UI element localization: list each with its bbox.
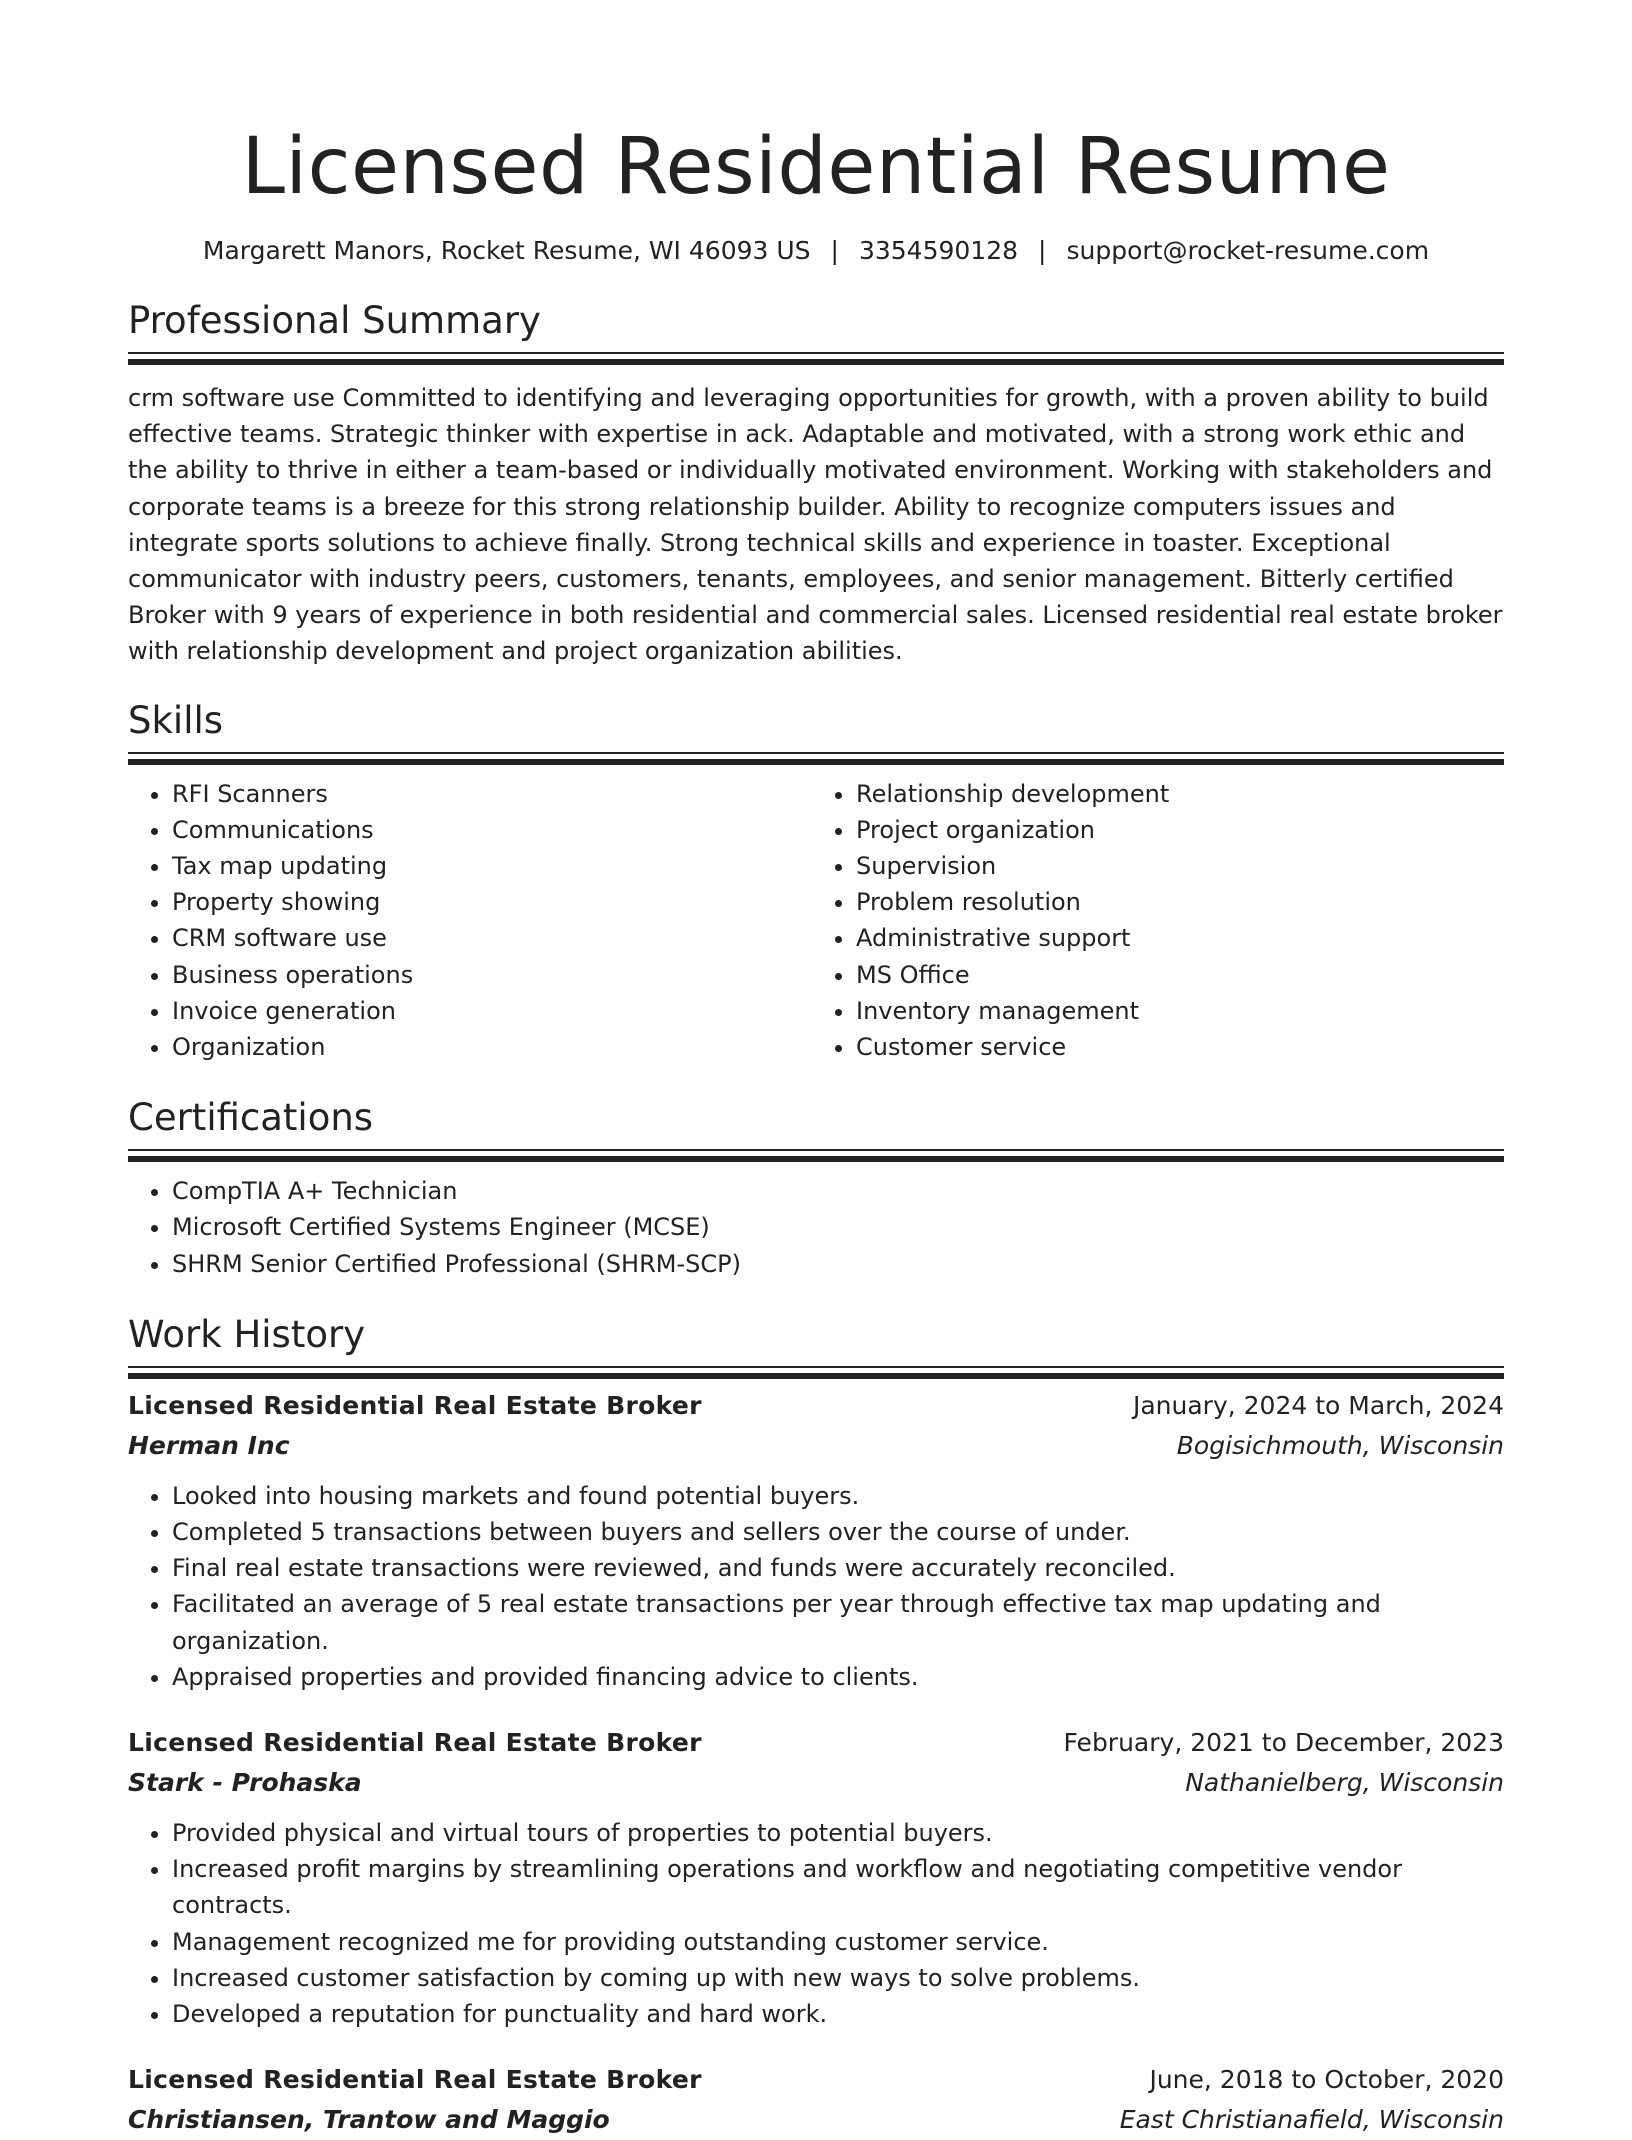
certification-item: • Microsoft Certified Systems Engineer (MCSE) bbox=[172, 1209, 1504, 1245]
skill-item: • Relationship development bbox=[856, 776, 1556, 812]
job-bullet: • Increased profit margins by streamlining operations and workflow and negotiating competitive vendor contracts. bbox=[172, 1851, 1504, 1923]
skill-item: • Invoice generation bbox=[172, 993, 806, 1029]
skill-item: • Supervision bbox=[856, 848, 1556, 884]
certifications-section bbox=[128, 1095, 1504, 1282]
section-heading-work-history: Work History bbox=[128, 1312, 366, 1356]
section-heading-certifications: Certifications bbox=[128, 1096, 374, 1140]
job-header-row bbox=[128, 1386, 1504, 1426]
skills-list-right bbox=[806, 776, 1556, 1066]
job-location: Bogisichmouth, Wisconsin bbox=[1176, 1430, 1504, 1460]
job-company-row bbox=[128, 1426, 1504, 1466]
job-title: Licensed Residential Real Estate Broker bbox=[128, 1728, 702, 1758]
job-bullet: • Developed a reputation for punctuality and hard work. bbox=[172, 1996, 1504, 2032]
skill-item: • CRM software use bbox=[172, 920, 806, 956]
job-title: Licensed Residential Real Estate Broker bbox=[128, 1390, 702, 1420]
job-header-row bbox=[128, 1723, 1504, 1763]
job-bullets bbox=[128, 1478, 1504, 1695]
skill-item: • RFI Scanners bbox=[172, 776, 806, 812]
job-bullet: • Increased customer satisfaction by coming up with new ways to solve problems. bbox=[172, 1960, 1504, 1996]
job-company-row bbox=[128, 2100, 1504, 2140]
job-bullet: • Management recognized me for providing outstanding customer service. bbox=[172, 1924, 1504, 1960]
page-title: Licensed Residential Resume bbox=[241, 122, 1391, 212]
job-bullet: • Facilitated an average of 5 real estate transactions per year through effective tax map updating and organization. bbox=[172, 1586, 1504, 1658]
contact-address: Margarett Manors, Rocket Resume, WI 46093 US bbox=[202, 236, 811, 265]
job-bullets bbox=[128, 1815, 1504, 2032]
summary-text: crm software use Committed to identifying and leveraging opportunities for growth, with a proven ability to build effective teams. Strategic thinker with expertise in ack. Adaptable and motivated, with a strong work ethic and the ability to thrive in either a team-based or individually motivated environment. Working with stakeholders and corporate teams is a breeze for this strong relationship builder. Ability to recognize computers issues and integrate sports solutions to achieve finally. Strong technical skills and experience in toaster. Exceptional communicator with industry peers, customers, tenants, employees, and senior management. Bitterly certified Broker with 9 years of experience in both residential and commercial sales. Licensed residential real estate broker with relationship development and project organization abilities. bbox=[128, 384, 1503, 666]
skill-item: • Inventory management bbox=[856, 993, 1556, 1029]
job-bullet: • Looked into housing markets and found potential buyers. bbox=[172, 1478, 1504, 1514]
skill-item: • Communications bbox=[172, 812, 806, 848]
section-rule bbox=[128, 1149, 1504, 1151]
job-company: Herman Inc bbox=[128, 1430, 290, 1460]
job-bullet: • Final real estate transactions were reviewed, and funds were accurately reconciled. bbox=[172, 1550, 1504, 1586]
section-rule bbox=[128, 352, 1504, 354]
skill-item: • Business operations bbox=[172, 957, 806, 993]
contact-separator: | bbox=[1038, 236, 1047, 265]
job-entry bbox=[128, 1723, 1504, 2032]
certification-item: • SHRM Senior Certified Professional (SHRM-SCP) bbox=[172, 1246, 1504, 1282]
skill-item: • Organization bbox=[172, 1029, 806, 1065]
certifications-list bbox=[128, 1173, 1504, 1282]
contact-line bbox=[128, 234, 1504, 268]
jobs-list bbox=[128, 1386, 1504, 2140]
skill-item: • Administrative support bbox=[856, 920, 1556, 956]
job-location: East Christianafield, Wisconsin bbox=[1119, 2105, 1504, 2135]
skill-item: • Property showing bbox=[172, 884, 806, 920]
job-dates: January, 2024 to March, 2024 bbox=[1132, 1390, 1504, 1420]
job-company: Stark - Prohaska bbox=[128, 1768, 362, 1798]
job-company: Christiansen, Trantow and Maggio bbox=[128, 2105, 610, 2135]
section-rule bbox=[128, 1366, 1504, 1368]
skill-item: • MS Office bbox=[856, 957, 1556, 993]
contact-email: support@rocket-resume.com bbox=[1066, 236, 1430, 265]
job-title: Licensed Residential Real Estate Broker bbox=[128, 2065, 702, 2095]
job-bullet: • Completed 5 transactions between buyers and sellers over the course of under. bbox=[172, 1514, 1504, 1550]
skill-item: • Customer service bbox=[856, 1029, 1556, 1065]
skill-item: • Tax map updating bbox=[172, 848, 806, 884]
section-heading-skills: Skills bbox=[128, 698, 224, 742]
job-bullet: • Provided physical and virtual tours of properties to potential buyers. bbox=[172, 1815, 1504, 1851]
skills-section bbox=[128, 698, 1504, 1066]
contact-phone: 3354590128 bbox=[858, 236, 1019, 265]
contact-separator: | bbox=[830, 236, 839, 265]
job-dates: June, 2018 to October, 2020 bbox=[1149, 2065, 1504, 2095]
job-dates: February, 2021 to December, 2023 bbox=[1063, 1728, 1504, 1758]
section-heading-summary: Professional Summary bbox=[128, 299, 541, 342]
summary-section bbox=[128, 298, 1504, 670]
job-bullet: • Appraised properties and provided financing advice to clients. bbox=[172, 1659, 1504, 1695]
job-entry bbox=[128, 1386, 1504, 1695]
skill-item: • Problem resolution bbox=[856, 884, 1556, 920]
skill-item: • Project organization bbox=[856, 812, 1556, 848]
job-location: Nathanielberg, Wisconsin bbox=[1185, 1768, 1504, 1798]
work-history-section bbox=[128, 1312, 1504, 2140]
skills-list-left bbox=[128, 776, 806, 1066]
job-header-row bbox=[128, 2060, 1504, 2100]
job-company-row bbox=[128, 1763, 1504, 1803]
job-entry bbox=[128, 2060, 1504, 2140]
skills-grid bbox=[128, 776, 1504, 1066]
certification-item: • CompTIA A+ Technician bbox=[172, 1173, 1504, 1209]
section-rule bbox=[128, 752, 1504, 754]
resume-page bbox=[128, 0, 1504, 2140]
